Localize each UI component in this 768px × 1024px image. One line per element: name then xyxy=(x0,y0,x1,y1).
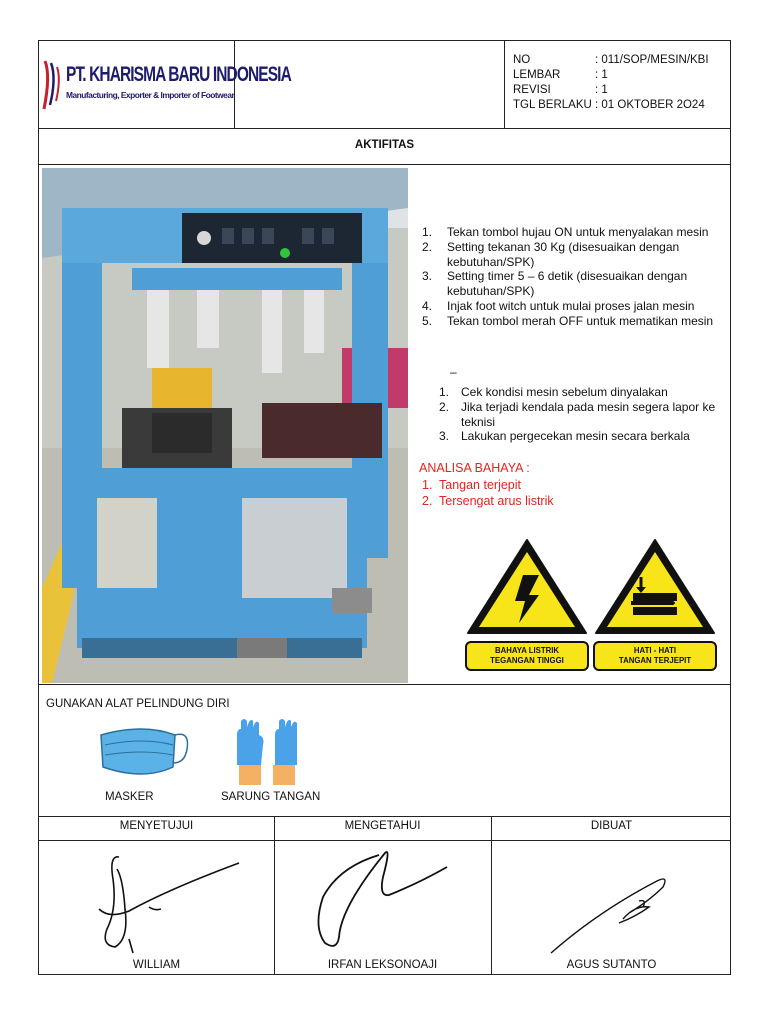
face-mask-icon xyxy=(95,723,191,783)
signature-agus xyxy=(539,861,689,961)
list-item xyxy=(422,269,722,299)
meta-key: TGL BERLAKU xyxy=(513,99,592,111)
header-col-divider-2 xyxy=(504,41,505,128)
step-number: 4. xyxy=(422,298,433,313)
signature-irfan xyxy=(309,847,459,953)
check-text: Jika terjadi kendala pada mesin segera lapor ke teknisi xyxy=(461,399,716,429)
hand-crush-sign xyxy=(593,537,717,673)
step-number: 2. xyxy=(422,239,433,254)
list-item xyxy=(439,400,729,430)
list-item xyxy=(422,299,722,314)
meta-row xyxy=(513,83,709,98)
high-voltage-sign xyxy=(465,537,589,673)
meta-row xyxy=(513,98,709,113)
sign-label xyxy=(465,641,589,671)
hand-crush-icon xyxy=(593,537,717,637)
sign-label-line: HATI - HATI xyxy=(633,646,677,655)
signature-william xyxy=(89,849,249,955)
approval-head-divider xyxy=(39,840,730,841)
list-item xyxy=(422,240,722,270)
hazard-text: Tangan terjepit xyxy=(439,477,522,492)
ppe-divider xyxy=(39,816,730,817)
header-divider xyxy=(39,128,730,129)
meta-key: NO xyxy=(513,54,531,66)
hazard-text: Tersengat arus listrik xyxy=(439,494,554,508)
meta-key: LEMBAR xyxy=(513,69,561,81)
approval-col-divider-2 xyxy=(491,816,492,975)
meta-value: : 01 OKTOBER 2O24 xyxy=(595,99,705,111)
machine-illustration xyxy=(42,168,408,683)
meta-key: REVISI xyxy=(513,84,551,96)
hazard-number: 1. xyxy=(422,477,433,492)
step-text: Tekan tombol merah OFF untuk mematikan mesin xyxy=(447,313,714,328)
hazard-analysis xyxy=(419,460,554,510)
hazard-title: ANALISA BAHAYA : xyxy=(419,461,530,475)
meta-value: : 011/SOP/MESIN/KBI xyxy=(595,54,709,66)
hazard-number: 2. xyxy=(422,494,433,508)
meta-row xyxy=(513,68,709,83)
kbi-emblem-icon xyxy=(42,59,64,111)
high-voltage-icon xyxy=(465,537,589,637)
list-item xyxy=(439,429,729,444)
sign-label-line: BAHAYA LISTRIK xyxy=(494,646,560,655)
step-number: 1. xyxy=(422,225,433,239)
title-divider xyxy=(39,164,730,165)
sop-document xyxy=(38,40,731,975)
mask-label: MASKER xyxy=(105,791,154,803)
list-item xyxy=(422,314,722,329)
section-title: AKTIFITAS xyxy=(354,139,415,151)
approval-col-divider-1 xyxy=(274,816,275,975)
check-items xyxy=(439,385,729,444)
list-item xyxy=(439,385,729,400)
step-number: 5. xyxy=(422,313,433,328)
list-item xyxy=(419,493,554,510)
list-item xyxy=(422,225,722,240)
list-item xyxy=(419,477,554,494)
approval-role-acknowledge: MENGETAHUI xyxy=(344,820,421,832)
company-logo xyxy=(39,41,291,128)
machine-photo xyxy=(42,168,408,683)
step-text: Tekan tombol hujau ON untuk menyalakan mesin xyxy=(447,225,709,239)
approval-role-prepared: DIBUAT xyxy=(590,820,633,832)
step-text: Setting tekanan 30 Kg (disesuaikan dengan kebutuhan/SPK) xyxy=(447,239,680,269)
meta-value: : 1 xyxy=(595,84,608,96)
sign-label-line: TANGAN TERJEPIT xyxy=(618,656,692,665)
gloves-icon xyxy=(233,715,303,787)
preparer-name: AGUS SUTANTO xyxy=(566,959,657,971)
check-number: 3. xyxy=(439,429,450,444)
sign-label xyxy=(593,641,717,671)
step-number: 3. xyxy=(422,269,433,284)
document-meta xyxy=(513,53,709,113)
company-name: PT. KHARISMA BARU INDONESIA xyxy=(66,63,291,87)
check-number: 2. xyxy=(439,399,450,414)
gloves-label: SARUNG TANGAN xyxy=(221,791,321,803)
approver-name: WILLIAM xyxy=(132,959,181,971)
sign-label-line: TEGANGAN TINGGI xyxy=(490,656,564,665)
approval-role-approve: MENYETUJUI xyxy=(119,820,194,832)
check-number: 1. xyxy=(439,385,450,399)
step-text: Setting timer 5 – 6 detik (disesuaikan dengan kebutuhan/SPK) xyxy=(447,269,688,299)
ppe-title: GUNAKAN ALAT PELINDUNG DIRI xyxy=(46,698,230,710)
company-tagline: Manufacturing, Exporter & Importer of Footwear xyxy=(66,89,235,100)
meta-row xyxy=(513,53,709,68)
step-text: Injak foot witch untuk mulai proses jalan mesin xyxy=(447,298,695,313)
check-text: Cek kondisi mesin sebelum dinyalakan xyxy=(461,385,668,399)
meta-value: : 1 xyxy=(595,69,608,81)
operation-steps xyxy=(422,225,722,329)
acknowledger-name: IRFAN LEKSONOAJI xyxy=(327,959,438,971)
activity-divider xyxy=(39,684,730,685)
list-dash: – xyxy=(450,365,457,379)
check-text: Lakukan pergecekan mesin secara berkala xyxy=(461,429,690,444)
